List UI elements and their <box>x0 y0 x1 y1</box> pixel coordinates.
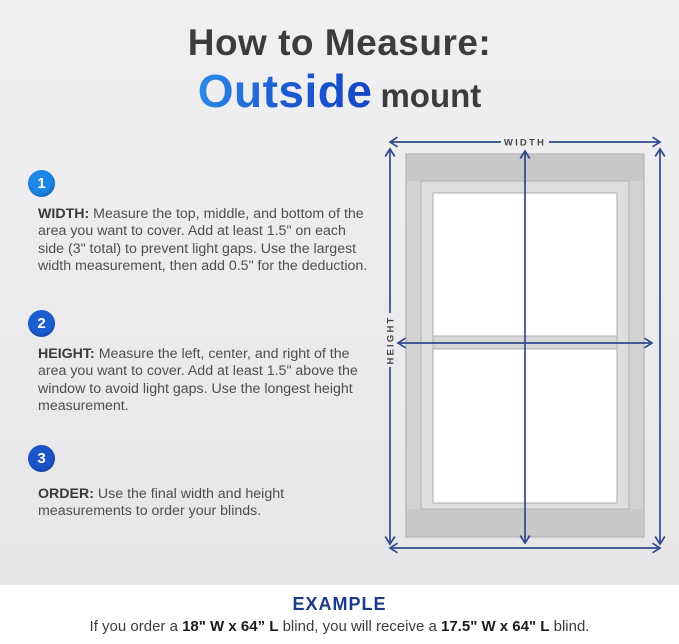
step-3-label: ORDER: <box>38 486 94 502</box>
example-ordered-size: 18" W x 64” L <box>182 618 279 635</box>
step-2-body: Measure the left, center, and right of the area you want to cover. Add at least 1.5" above the window to avoid light gaps. Use the longest height measurement. <box>38 346 358 415</box>
example-part: blind. <box>549 618 590 635</box>
title-highlight: Outside <box>197 64 373 117</box>
step-1-label: WIDTH: <box>38 206 90 222</box>
height-arrow-label: HEIGHT <box>385 315 397 365</box>
title-line2 <box>0 64 679 117</box>
step-2-text <box>38 346 374 416</box>
title-suffix: mount <box>380 76 482 114</box>
example-sentence <box>0 618 679 635</box>
example-part: If you order a <box>89 618 183 635</box>
example-part: blind, you will receive a <box>278 618 441 635</box>
example-section <box>0 585 679 644</box>
page-title <box>0 24 679 115</box>
step-2-number-badge: 2 <box>28 310 55 337</box>
step-2-label: HEIGHT: <box>38 346 95 362</box>
step-1-text <box>38 206 374 276</box>
step-1-body: Measure the top, middle, and bottom of the area you want to cover. Add at least 1.5" on each side (3" total) to prevent light gaps. Use the largest width measurement, then add 0.5" for the deduction. <box>38 206 368 275</box>
title-line1: How to Measure: <box>187 22 492 63</box>
step-3-text <box>38 486 374 521</box>
window-diagram <box>378 126 675 562</box>
step-1-number-badge: 1 <box>28 170 55 197</box>
example-received-size: 17.5" W x 64" L <box>441 618 550 635</box>
example-heading: EXAMPLE <box>292 594 387 614</box>
width-arrow-label: WIDTH <box>503 137 547 149</box>
step-3-number-badge: 3 <box>28 445 55 472</box>
step-3-body: Use the final width and height measurements to order your blinds. <box>38 486 285 520</box>
